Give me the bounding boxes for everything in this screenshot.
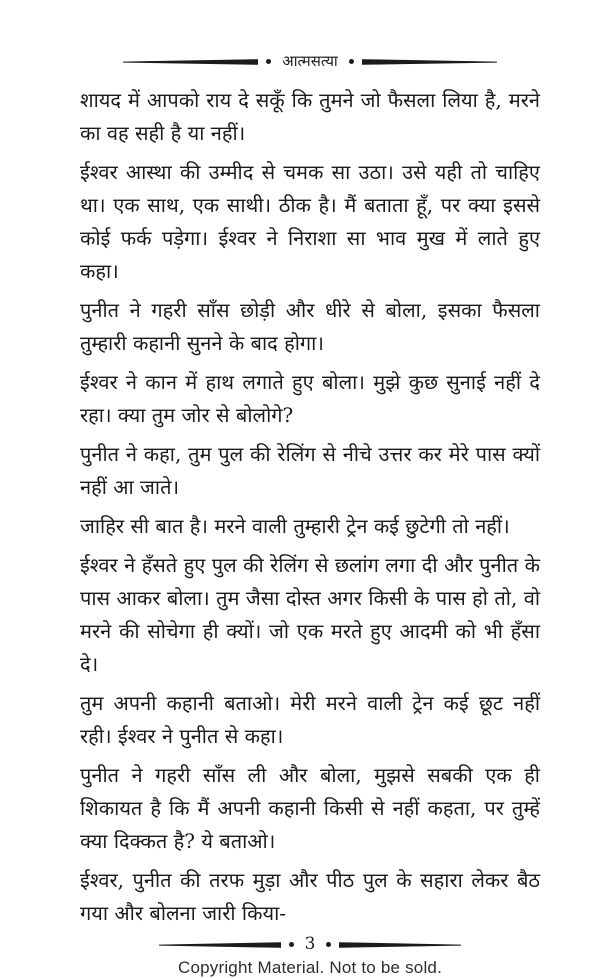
page-body <box>80 84 540 936</box>
body-paragraph: शायद में आपको राय दे सकूँ कि तुमने जो फैसला लिया है, मरने का वह सही है या नहीं। <box>80 88 540 145</box>
copyright-notice: Copyright Material. Not to be sold. <box>177 958 442 977</box>
page-footer <box>80 936 540 978</box>
page-number: 3 <box>304 934 316 954</box>
divider-taper-left-icon <box>123 58 258 66</box>
divider-taper-right-icon <box>362 58 497 66</box>
header-divider <box>80 54 540 69</box>
divider-bullet-icon <box>289 942 294 947</box>
body-paragraph: पुनीत ने गहरी साँस ली और बोला, मुझसे सबकी एक ही शिकायत है कि मैं अपनी कहानी किसी से नहीं कहता, पर तुम्हें क्या दिक्कत है? ये बताओ। <box>80 763 540 853</box>
body-paragraph: ईश्वर आस्था की उम्मीद से चमक सा उठा। उसे यही तो चाहिए था। एक साथ, एक साथी। ठीक है। मैं बताता हूँ, पर क्या इससे कोई फर्क पड़ेगा। ईश्वर ने निराशा सा भाव मुख में लाते हुए कहा। <box>80 160 540 283</box>
body-paragraph: ईश्वर ने हँसते हुए पुल की रेलिंग से छलांग लगा दी और पुनीत के पास आकर बोला। तुम जैसा दोस्त अगर किसी के पास हो तो, वो मरने की सोचेगा ही क्यों। जो एक मरते हुए आदमी को भी हँसा दे। <box>80 553 540 676</box>
body-paragraph: पुनीत ने कहा, तुम पुल की रेलिंग से नीचे उत्तर कर मेरे पास क्यों नहीं आ जाते। <box>80 442 540 499</box>
footer-divider <box>80 936 540 953</box>
divider-taper-left-icon <box>159 941 281 949</box>
divider-taper-right-icon <box>339 941 461 949</box>
divider-bullet-icon <box>349 59 354 64</box>
divider-bullet-icon <box>266 59 271 64</box>
body-paragraph: जाहिर सी बात है। मरने वाली तुम्हारी ट्रेन कई छुटेगी तो नहीं। <box>80 514 510 538</box>
chapter-title: आत्मसत्या <box>282 52 338 70</box>
body-paragraph: तुम अपनी कहानी बताओ। मेरी मरने वाली ट्रेन कई छूट नहीं रही। ईश्वर ने पुनीत से कहा। <box>80 691 540 748</box>
body-paragraph: पुनीत ने गहरी साँस छोड़ी और धीरे से बोला, इसका फैसला तुम्हारी कहानी सुनने के बाद होगा। <box>80 298 540 355</box>
divider-bullet-icon <box>326 942 331 947</box>
body-paragraph: ईश्वर, पुनीत की तरफ मुड़ा और पीठ पुल के सहारा लेकर बैठ गया और बोलना जारी किया- <box>80 868 540 925</box>
body-paragraph: ईश्वर ने कान में हाथ लगाते हुए बोला। मुझे कुछ सुनाई नहीं दे रहा। क्या तुम जोर से बोलोगे? <box>80 370 540 427</box>
